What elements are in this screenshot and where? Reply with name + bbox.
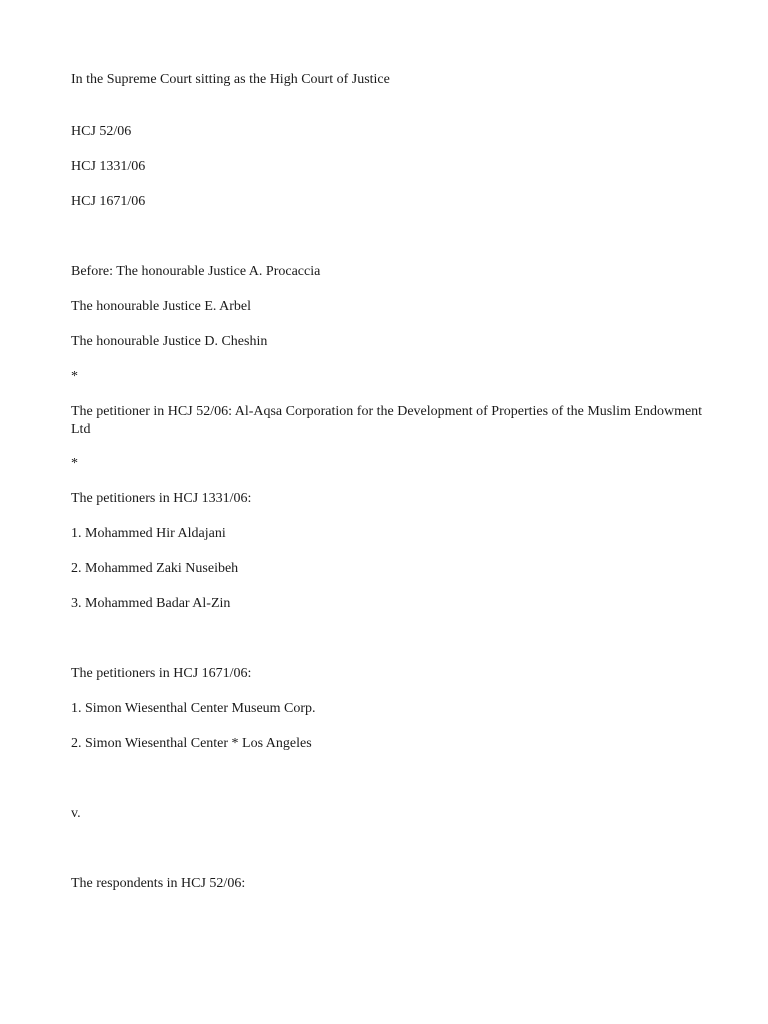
separator: * <box>71 369 78 384</box>
respondents-hcj-52-heading: The respondents in HCJ 52/06: <box>71 876 246 891</box>
versus: v. <box>71 806 81 821</box>
list-item: 2. Mohammed Zaki Nuseibeh <box>71 561 239 576</box>
list-item: 2. Simon Wiesenthal Center * Los Angeles <box>71 736 312 751</box>
separator: * <box>71 456 78 471</box>
list-item: 3. Mohammed Badar Al-Zin <box>71 596 231 611</box>
bench-before: Before: The honourable Justice A. Procaccia <box>71 264 321 279</box>
list-item: 1. Simon Wiesenthal Center Museum Corp. <box>71 701 316 716</box>
case-number: HCJ 1671/06 <box>71 194 146 209</box>
case-number: HCJ 1331/06 <box>71 159 146 174</box>
list-item: 1. Mohammed Hir Aldajani <box>71 526 226 541</box>
petitioner-hcj-52: The petitioner in HCJ 52/06: Al-Aqsa Corporation for the Development of Properties of the Muslim Endowment Ltd <box>71 404 706 437</box>
case-number: HCJ 52/06 <box>71 124 132 139</box>
court-heading: In the Supreme Court sitting as the High Court of Justice <box>71 72 390 87</box>
bench-justice: The honourable Justice E. Arbel <box>71 299 252 314</box>
petitioners-hcj-1671-heading: The petitioners in HCJ 1671/06: <box>71 666 252 681</box>
petitioners-hcj-1331-heading: The petitioners in HCJ 1331/06: <box>71 491 252 506</box>
bench-justice: The honourable Justice D. Cheshin <box>71 334 268 349</box>
